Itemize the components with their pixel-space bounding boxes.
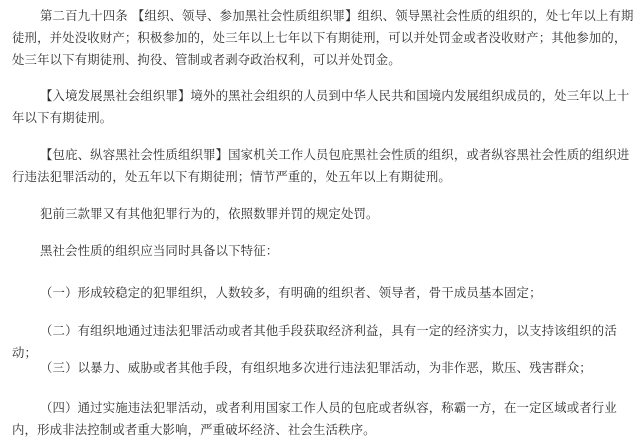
combined-punishment-paragraph: 犯前三款罪又有其他犯罪行为的，依照数罪并罚的规定处罚。 xyxy=(40,206,379,221)
feature-item-4: （四）通过实施违法犯罪活动，或者利用国家工作人员的包庇或者纵容，称霸一方，在一定区域或者行业内，形成非法控制或者重大影响，严重破坏经济、社会生活秩序。 xyxy=(12,400,617,437)
article-294-paragraph: 第二百九十四条 【组织、领导、参加黑社会性质组织罪】组织、领导黑社会性质的组织的，处七年以上有期徒刑，并处没收财产；积极参加的，处三年以上七年以下有期徒刑，可以并处罚金或者没收财产；其他参加的，处三年以下有期徒刑、拘役、管制或者剥夺政治权利，可以并处罚金。 xyxy=(12,8,634,67)
feature-item-2: （二）有组织地通过违法犯罪活动或者其他手段获取经济利益，具有一定的经济实力，以支持该组织的活动； xyxy=(12,323,617,360)
feature-item-1: （一）形成较稳定的犯罪组织，人数较多，有明确的组织者、领导者，骨干成员基本固定； xyxy=(40,285,542,300)
feature-item-3: （三）以暴力、威胁或者其他手段，有组织地多次进行违法犯罪活动，为非作恶，欺压、残害群众； xyxy=(40,360,592,375)
features-intro-paragraph: 黑社会性质的组织应当同时具备以下特征： xyxy=(40,243,279,258)
overseas-gang-paragraph: 【入境发展黑社会组织罪】境外的黑社会组织的人员到中华人民共和国境内发展组织成员的，处三年以上十年以下有期徒刑。 xyxy=(12,88,630,125)
harboring-conniving-paragraph: 【包庇、纵容黑社会性质组织罪】国家机关工作人员包庇黑社会性质的组织，或者纵容黑社会性质的组织进行违法犯罪活动的，处五年以下有期徒刑；情节严重的，处五年以上有期徒刑。 xyxy=(12,147,630,184)
